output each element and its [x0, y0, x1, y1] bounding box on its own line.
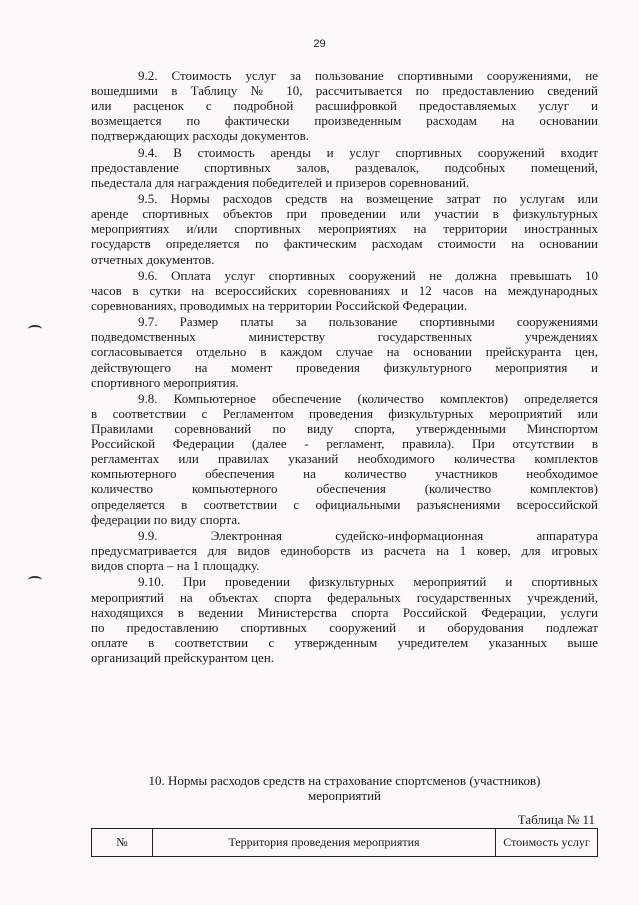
- paragraph-line: мероприятиях и/или спортивных мероприятиях на территории иностранных: [91, 221, 598, 237]
- insurance-table: [91, 828, 598, 857]
- section-heading: [91, 773, 598, 803]
- paragraph-line: предусматривается для видов единоборств из расчета на 1 ковер, для игровых: [91, 543, 598, 559]
- paragraph-line: организаций прейскурантом цен.: [91, 649, 275, 665]
- table-header-number: №: [92, 829, 153, 857]
- paragraph-line: 9.8. Компьютерное обеспечение (количество комплектов) определяется: [138, 390, 598, 406]
- paragraph: [91, 314, 598, 389]
- paragraph-line: 9.9. Электронная судейско-информационная аппаратура: [138, 527, 598, 543]
- paragraph-line: вошедшими в Таблицу № 10, рассчитывается по предоставлению сведений: [91, 83, 598, 99]
- paragraph-line: действующего на момент проведения физкультурного мероприятия и: [91, 359, 598, 375]
- section-heading-line: 10. Нормы расходов средств на страхование спортсменов (участников): [148, 773, 541, 788]
- document-body: [91, 68, 598, 666]
- paragraph-line: часов в сутки на всероссийских соревнованиях и 12 часов на международных: [91, 282, 598, 298]
- binding-hole-mark: [28, 576, 42, 584]
- paragraph-line: пьедестала для награждения победителей и призеров соревнований.: [91, 174, 470, 190]
- paragraph: [91, 145, 598, 190]
- paragraph-line: государств определяется по фактическим расходам стоимости на основании: [91, 236, 598, 252]
- paragraph-line: оплате в соответствии с утвержденным учредителем указанных выше: [91, 634, 598, 650]
- paragraph: [91, 574, 598, 665]
- paragraph-line: видов спорта – на 1 площадку.: [91, 558, 260, 574]
- binding-hole-mark: [28, 325, 42, 333]
- table-header-territory: Территория проведения мероприятия: [153, 829, 496, 857]
- section-heading-line: мероприятий: [308, 788, 381, 804]
- paragraph-line: определяется в соответствии с официальными разъяснениями всероссийской: [91, 496, 598, 512]
- paragraph: [91, 528, 598, 573]
- paragraph-line: возмещается по фактически произведенным расходам на основании: [91, 113, 598, 129]
- paragraph-line: согласовывается отдельно в каждом случае на основании прейскуранта цен,: [91, 344, 598, 360]
- paragraph-line: регламентах или правилах указаний необходимого количества комплектов: [91, 451, 598, 467]
- table-header-row: [92, 829, 598, 857]
- paragraph-line: 9.6. Оплата услуг спортивных сооружений не должна превышать 10: [138, 267, 598, 283]
- paragraph-line: спортивного мероприятия.: [91, 374, 239, 390]
- paragraph-line: количество компьютерного обеспечения (количество комплектов): [91, 481, 598, 497]
- paragraph-line: или расценок с подробной расшифровкой предоставляемых услуг и: [91, 98, 598, 114]
- paragraph-line: 9.7. Размер платы за пользование спортивными сооружениями: [138, 314, 598, 330]
- paragraph-line: по предоставлению спортивных сооружений и оборудования подлежат: [91, 619, 598, 635]
- paragraph: [91, 268, 598, 313]
- paragraph-line: Российской Федерации (далее - регламент, правила). При отсутствии в: [91, 436, 598, 452]
- paragraph-line: 9.5. Нормы расходов средств на возмещение затрат по услугам или: [138, 191, 598, 207]
- paragraph-line: подведомственных министерству государственных учреждениях: [91, 329, 598, 345]
- paragraph-line: компьютерного обеспечения на количество участников необходимое: [91, 466, 598, 482]
- paragraph-line: подтверждающих расходы документов.: [91, 128, 310, 144]
- paragraph: [91, 68, 598, 143]
- paragraph: [91, 191, 598, 266]
- paragraph-line: Правилами соревнований по виду спорта, утвержденными Минспортом: [91, 421, 598, 437]
- paragraph-line: 9.2. Стоимость услуг за пользование спортивными сооружениями, не: [138, 68, 598, 83]
- paragraph-line: мероприятий на объектах спорта федеральных государственных учреждений,: [91, 589, 598, 605]
- paragraph-line: отчетных документов.: [91, 251, 215, 267]
- paragraph-line: находящихся в ведении Министерства спорта Российской Федерации, услуги: [91, 604, 598, 620]
- paragraph-line: в соответствии с Регламентом проведения физкультурных мероприятий или: [91, 406, 598, 421]
- table-caption: Таблица № 11: [517, 812, 595, 827]
- paragraph-line: 9.10. При проведении физкультурных мероприятий и спортивных: [138, 574, 598, 590]
- paragraph-line: предоставление спортивных залов, раздевалок, подсобных помещений,: [91, 159, 598, 175]
- table-header-cost: Стоимость услуг: [496, 829, 598, 857]
- paragraph: [91, 391, 598, 527]
- page-number: 29: [313, 38, 326, 50]
- paragraph-line: 9.4. В стоимость аренды и услуг спортивных сооружений входит: [138, 144, 598, 160]
- paragraph-line: соревнованиях, проводимых на территории Российской Федерации.: [91, 297, 468, 313]
- paragraph-line: федерации по виду спорта.: [91, 511, 241, 527]
- paragraph-line: аренде спортивных объектов при проведении или участии в физкультурных: [91, 206, 598, 222]
